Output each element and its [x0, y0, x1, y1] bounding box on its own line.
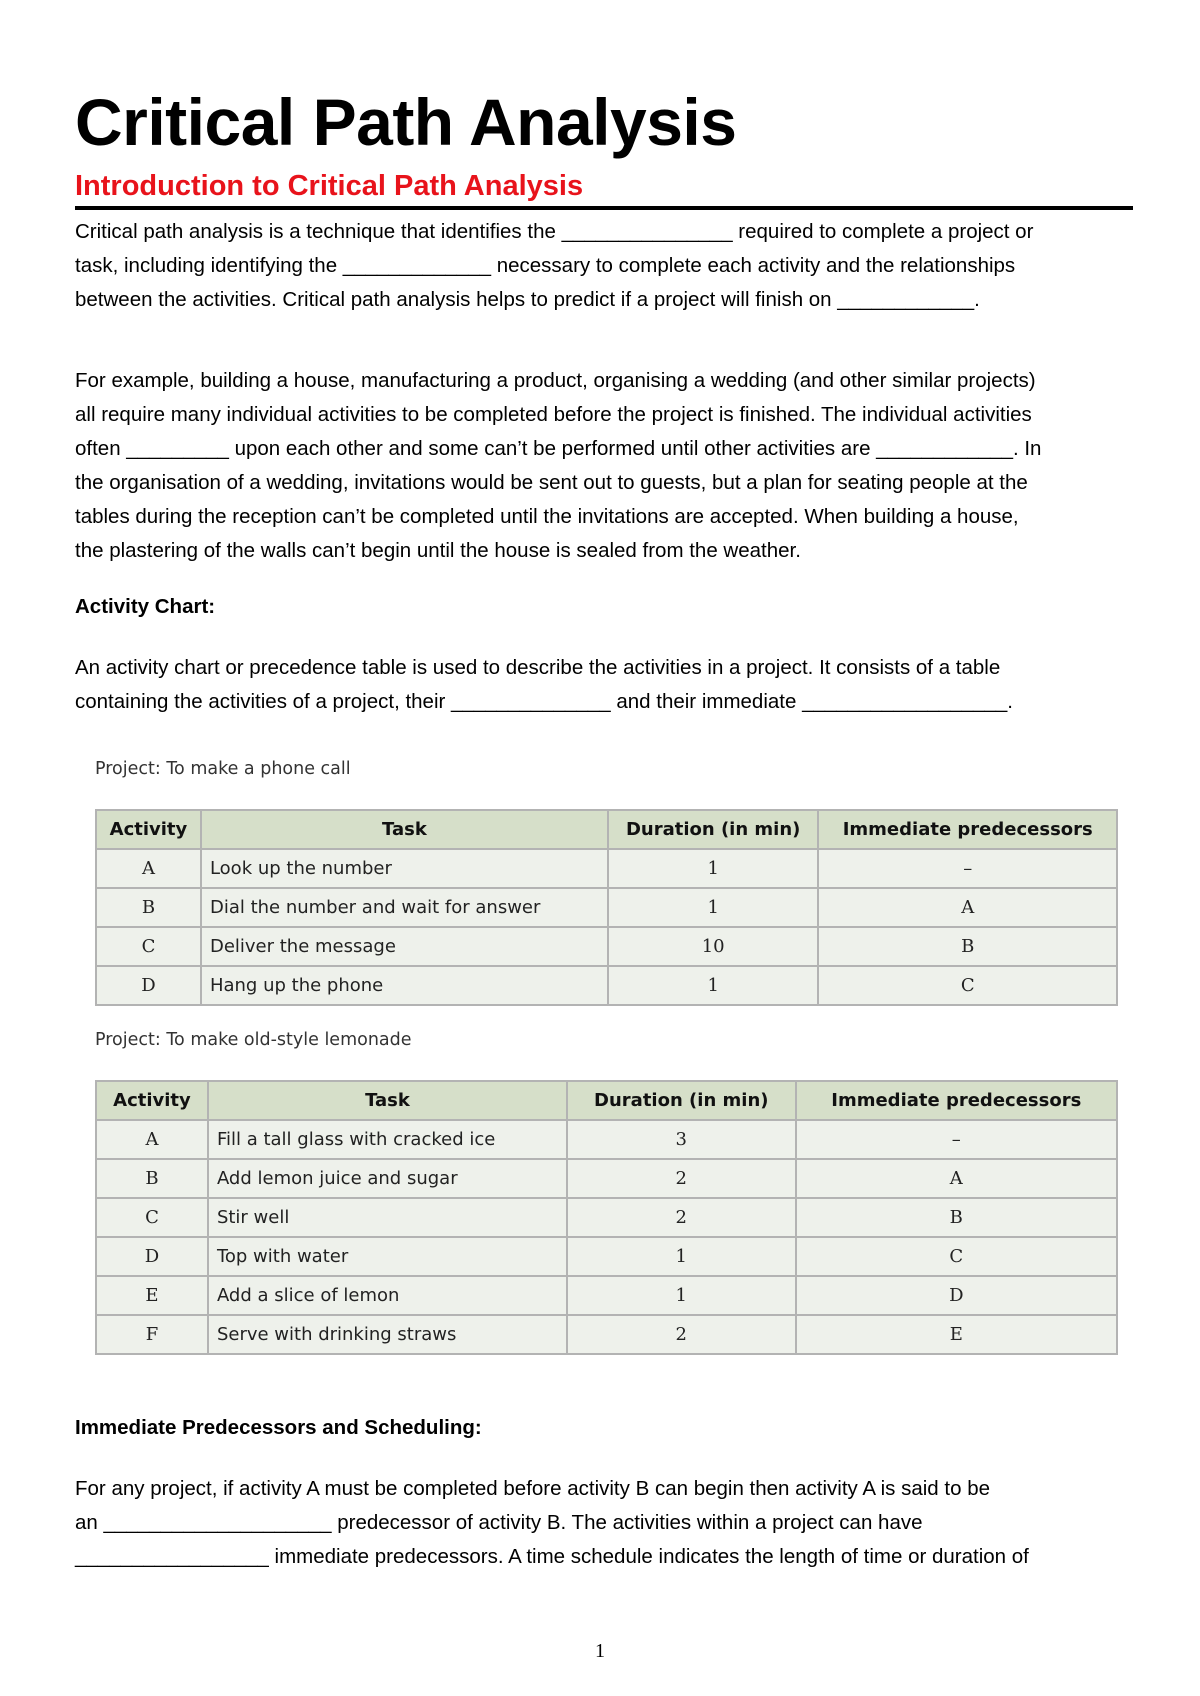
text-line: tables during the reception can’t be completed until the invitations are accepted. When building a house,: [75, 505, 1019, 528]
text-line: often _________ upon each other and some can’t be performed until other activities are ____________. In: [75, 437, 1042, 460]
cell-duration: 1: [608, 966, 819, 1005]
cell-task: Add a slice of lemon: [208, 1276, 567, 1315]
cell-task: Stir well: [208, 1198, 567, 1237]
cell-duration: 2: [567, 1315, 796, 1354]
table-row: [96, 1276, 1117, 1315]
text-line: the plastering of the walls can’t begin until the house is sealed from the weather.: [75, 539, 801, 562]
activity-chart-heading: Activity Chart:: [75, 595, 216, 618]
table-row: [96, 888, 1117, 927]
page-title: Critical Path Analysis: [75, 85, 737, 159]
cell-predecessors: A: [796, 1159, 1117, 1198]
immediate-predecessors-paragraph: [75, 1472, 1135, 1574]
cell-activity: A: [96, 1120, 208, 1159]
table-row: [96, 966, 1117, 1005]
cell-duration: 2: [567, 1159, 796, 1198]
cell-task: Serve with drinking straws: [208, 1315, 567, 1354]
cell-predecessors: B: [818, 927, 1117, 966]
text-line: between the activities. Critical path analysis helps to predict if a project will finish on ____________.: [75, 288, 980, 311]
text-line: For example, building a house, manufacturing a product, organising a wedding (and other similar projects): [75, 369, 1036, 392]
phone-call-table: [95, 809, 1118, 1006]
cell-activity: F: [96, 1315, 208, 1354]
text-line: containing the activities of a project, their ______________ and their immediate __________________.: [75, 690, 1013, 713]
cell-predecessors: C: [796, 1237, 1117, 1276]
cell-task: Deliver the message: [201, 927, 608, 966]
cell-task: Top with water: [208, 1237, 567, 1276]
cell-task: Fill a tall glass with cracked ice: [208, 1120, 567, 1159]
cell-predecessors: A: [818, 888, 1117, 927]
table-header-row: [96, 1081, 1117, 1120]
column-header: Activity: [96, 810, 201, 849]
table1-caption: Project: To make a phone call: [95, 759, 351, 779]
cell-activity: A: [96, 849, 201, 888]
cell-activity: B: [96, 888, 201, 927]
column-header: Activity: [96, 1081, 208, 1120]
table-header-row: [96, 810, 1117, 849]
cell-task: Hang up the phone: [201, 966, 608, 1005]
column-header: Immediate predecessors: [818, 810, 1117, 849]
text-line: an ____________________ predecessor of activity B. The activities within a project can have: [75, 1511, 923, 1534]
table-row: [96, 849, 1117, 888]
table-row: [96, 1237, 1117, 1276]
cell-duration: 1: [608, 849, 819, 888]
cell-task: Dial the number and wait for answer: [201, 888, 608, 927]
table-row: [96, 1159, 1117, 1198]
column-header: Duration (in min): [608, 810, 819, 849]
column-header: Task: [208, 1081, 567, 1120]
table-row: [96, 1315, 1117, 1354]
cell-activity: C: [96, 1198, 208, 1237]
table2-caption: Project: To make old-style lemonade: [95, 1030, 412, 1050]
text-line: all require many individual activities to be completed before the project is finished. The individual activities: [75, 403, 1032, 426]
text-line: task, including identifying the _____________ necessary to complete each activity and the relationships: [75, 254, 1016, 277]
text-line: the organisation of a wedding, invitations would be sent out to guests, but a plan for seating people at the: [75, 471, 1028, 494]
text-line: Critical path analysis is a technique that identifies the _______________ required to complete a project or: [75, 220, 1034, 243]
cell-predecessors: D: [796, 1276, 1117, 1315]
cell-duration: 10: [608, 927, 819, 966]
table-row: [96, 1120, 1117, 1159]
intro-paragraph: [75, 215, 1135, 317]
example-paragraph: [75, 364, 1135, 568]
text-line: For any project, if activity A must be completed before activity B can begin then activity A is said to be: [75, 1477, 990, 1500]
cell-activity: B: [96, 1159, 208, 1198]
title-divider: [75, 206, 1133, 210]
cell-predecessors: –: [818, 849, 1117, 888]
column-header: Task: [201, 810, 608, 849]
cell-task: Look up the number: [201, 849, 608, 888]
cell-activity: D: [96, 966, 201, 1005]
cell-activity: E: [96, 1276, 208, 1315]
activity-chart-paragraph: [75, 651, 1135, 719]
table-row: [96, 1198, 1117, 1237]
page-number: 1: [595, 1640, 605, 1662]
cell-predecessors: –: [796, 1120, 1117, 1159]
text-line: An activity chart or precedence table is used to describe the activities in a project. It consists of a table: [75, 656, 1001, 679]
cell-duration: 1: [567, 1276, 796, 1315]
column-header: Immediate predecessors: [796, 1081, 1117, 1120]
lemonade-table: [95, 1080, 1118, 1355]
cell-duration: 1: [567, 1237, 796, 1276]
column-header: Duration (in min): [567, 1081, 796, 1120]
cell-activity: D: [96, 1237, 208, 1276]
cell-duration: 3: [567, 1120, 796, 1159]
text-line: _________________ immediate predecessors. A time schedule indicates the length of time or duration of: [75, 1545, 1029, 1568]
cell-activity: C: [96, 927, 201, 966]
cell-duration: 2: [567, 1198, 796, 1237]
cell-duration: 1: [608, 888, 819, 927]
immediate-predecessors-heading: Immediate Predecessors and Scheduling:: [75, 1416, 482, 1439]
cell-predecessors: C: [818, 966, 1117, 1005]
cell-task: Add lemon juice and sugar: [208, 1159, 567, 1198]
page-subtitle: Introduction to Critical Path Analysis: [75, 170, 584, 202]
cell-predecessors: E: [796, 1315, 1117, 1354]
cell-predecessors: B: [796, 1198, 1117, 1237]
table-row: [96, 927, 1117, 966]
